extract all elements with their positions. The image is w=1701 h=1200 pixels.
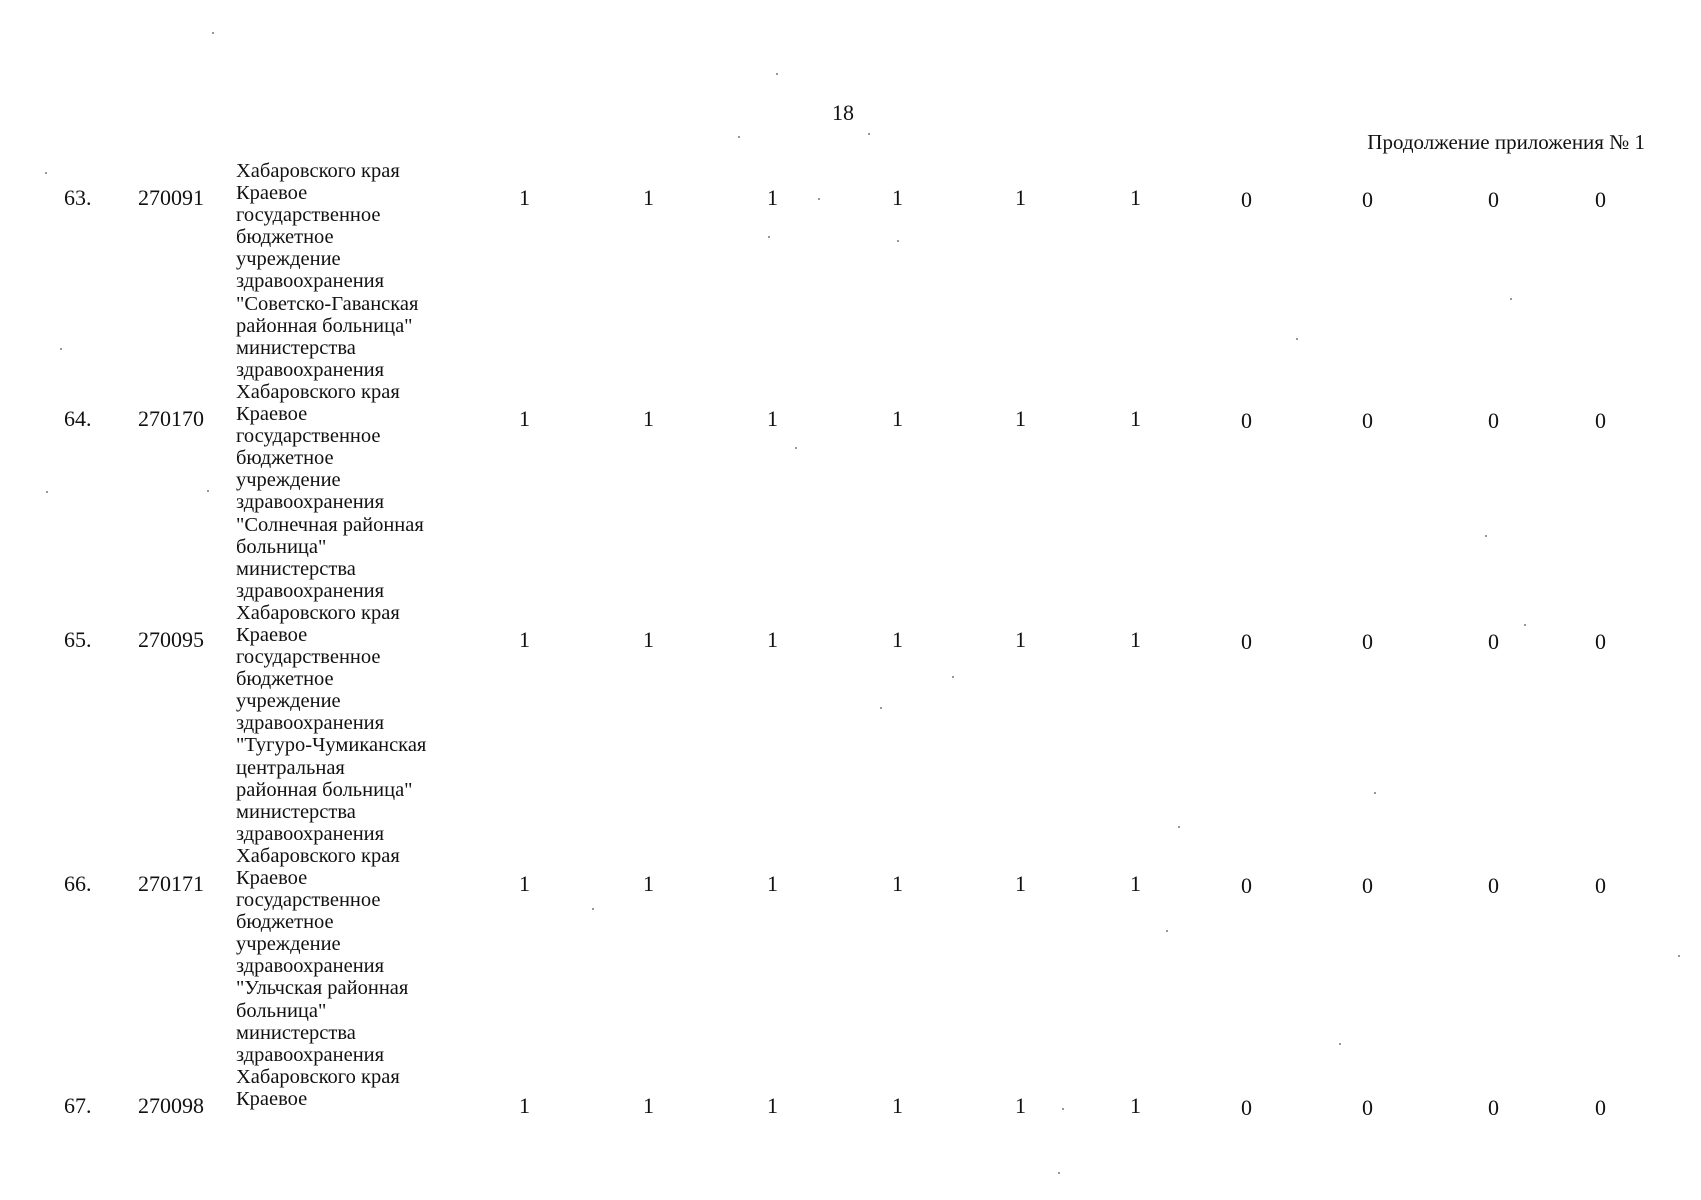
description-line: "Тугуро-Чумиканская (236, 734, 427, 757)
description-line: министерства (236, 1021, 356, 1044)
scan-speck (592, 908, 594, 910)
description-line: учреждение (236, 933, 341, 956)
description-line: Хабаровского края (236, 601, 400, 624)
row-number: 63. (64, 185, 92, 210)
row-value: 1 (643, 185, 654, 210)
description-line: государственное (236, 204, 381, 227)
description-line: районная больница" (236, 778, 413, 801)
scan-speck (795, 447, 797, 449)
institution-descriptions (236, 160, 476, 1110)
row-code: 270171 (138, 871, 204, 896)
description-line: здравоохранения (236, 822, 385, 845)
description-line: Краевое (236, 182, 308, 205)
scan-speck (1485, 535, 1487, 537)
scan-speck (897, 240, 899, 242)
scan-speck (1678, 955, 1680, 957)
row-number: 64. (64, 406, 92, 431)
description-line: бюджетное (236, 668, 334, 691)
row-value: 0 (1488, 873, 1499, 898)
row-value: 1 (892, 871, 903, 896)
description-line: здравоохранения (236, 270, 385, 293)
row-value: 0 (1595, 1095, 1606, 1120)
scan-speck (1296, 338, 1298, 340)
row-value: 1 (1015, 406, 1026, 431)
description-line: бюджетное (236, 226, 334, 249)
row-value: 1 (643, 871, 654, 896)
scan-speck (45, 172, 47, 174)
row-value: 1 (1015, 871, 1026, 896)
scan-speck (1166, 930, 1168, 932)
row-value: 0 (1362, 187, 1373, 212)
scan-speck (776, 73, 778, 75)
row-value: 0 (1488, 408, 1499, 433)
row-value: 1 (1130, 1093, 1141, 1118)
row-code: 270091 (138, 185, 204, 210)
description-line: Хабаровского края (236, 1065, 400, 1088)
row-value: 1 (892, 185, 903, 210)
description-line: здравоохранения (236, 712, 385, 735)
scan-speck (1524, 624, 1526, 626)
row-value: 0 (1241, 187, 1252, 212)
description-line: больница" (236, 535, 327, 558)
row-value: 1 (767, 1093, 778, 1118)
row-value: 0 (1362, 873, 1373, 898)
description-line: здравоохранения (236, 358, 385, 381)
description-line: "Ульчская районная (236, 977, 409, 1000)
row-value: 1 (1130, 185, 1141, 210)
row-value: 1 (1015, 185, 1026, 210)
row-value: 1 (892, 1093, 903, 1118)
scan-speck (1510, 298, 1512, 300)
row-value: 1 (643, 1093, 654, 1118)
row-value: 0 (1362, 408, 1373, 433)
row-value: 1 (643, 627, 654, 652)
scan-speck (880, 707, 882, 709)
row-value: 1 (767, 871, 778, 896)
description-line: учреждение (236, 248, 341, 271)
scan-speck (212, 32, 214, 34)
row-value: 1 (1130, 627, 1141, 652)
description-line: Краевое (236, 403, 308, 426)
row-value: 1 (767, 406, 778, 431)
scan-speck (1374, 792, 1376, 794)
scan-speck (952, 676, 954, 678)
row-value: 0 (1241, 1095, 1252, 1120)
description-line: здравоохранения (236, 579, 385, 602)
scan-speck (207, 490, 209, 492)
description-line: Хабаровского края (236, 844, 400, 867)
appendix-continuation-note: Продолжение приложения № 1 (1367, 130, 1645, 154)
description-line: государственное (236, 425, 381, 448)
row-value: 1 (767, 185, 778, 210)
row-value: 1 (519, 871, 530, 896)
row-value: 1 (519, 627, 530, 652)
page-number: 18 (832, 100, 854, 125)
row-value: 0 (1488, 629, 1499, 654)
description-line: государственное (236, 889, 381, 912)
row-value: 1 (892, 406, 903, 431)
row-number: 66. (64, 871, 92, 896)
description-line: "Советско-Гаванская (236, 292, 419, 315)
row-value: 0 (1488, 187, 1499, 212)
description-line: бюджетное (236, 911, 334, 934)
scan-speck (60, 348, 62, 350)
scan-speck (46, 491, 48, 493)
description-line: Краевое (236, 623, 308, 646)
description-line: Краевое (236, 1087, 308, 1110)
description-line: министерства (236, 557, 356, 580)
row-code: 270170 (138, 406, 204, 431)
scan-speck (768, 236, 770, 238)
row-value: 1 (519, 185, 530, 210)
description-line: больница" (236, 999, 327, 1022)
row-value: 0 (1488, 1095, 1499, 1120)
row-value: 0 (1595, 408, 1606, 433)
row-value: 0 (1362, 1095, 1373, 1120)
description-line: центральная (236, 756, 345, 779)
row-value: 1 (892, 627, 903, 652)
row-code: 270095 (138, 627, 204, 652)
row-value: 0 (1595, 187, 1606, 212)
scan-speck (738, 136, 740, 138)
row-value: 0 (1595, 629, 1606, 654)
scan-speck (868, 133, 870, 135)
description-line: учреждение (236, 690, 341, 713)
description-line: здравоохранения (236, 955, 385, 978)
row-value: 1 (643, 406, 654, 431)
row-value: 1 (767, 627, 778, 652)
row-value: 1 (1130, 871, 1141, 896)
row-value: 1 (1015, 627, 1026, 652)
description-line: министерства (236, 800, 356, 823)
description-line: министерства (236, 336, 356, 359)
description-line: Хабаровского края (236, 380, 400, 403)
scan-speck (818, 198, 820, 200)
row-value: 0 (1595, 873, 1606, 898)
row-value: 1 (1015, 1093, 1026, 1118)
description-line: Хабаровского края (236, 160, 400, 182)
row-number: 65. (64, 627, 92, 652)
description-line: государственное (236, 646, 381, 669)
scan-speck (1062, 1108, 1064, 1110)
description-line: здравоохранения (236, 1043, 385, 1066)
row-value: 1 (519, 406, 530, 431)
row-value: 1 (1130, 406, 1141, 431)
description-line: здравоохранения (236, 491, 385, 514)
row-value: 0 (1241, 629, 1252, 654)
row-value: 0 (1362, 629, 1373, 654)
row-number: 67. (64, 1093, 92, 1118)
row-value: 1 (519, 1093, 530, 1118)
scan-speck (1058, 1172, 1060, 1174)
row-code: 270098 (138, 1093, 204, 1118)
row-value: 0 (1241, 873, 1252, 898)
description-line: "Солнечная районная (236, 513, 424, 536)
description-line: бюджетное (236, 447, 334, 470)
description-line: учреждение (236, 469, 341, 492)
scan-speck (1339, 1043, 1341, 1045)
description-line: районная больница" (236, 314, 413, 337)
scan-speck (1178, 826, 1180, 828)
description-line: Краевое (236, 867, 308, 889)
row-value: 0 (1241, 408, 1252, 433)
